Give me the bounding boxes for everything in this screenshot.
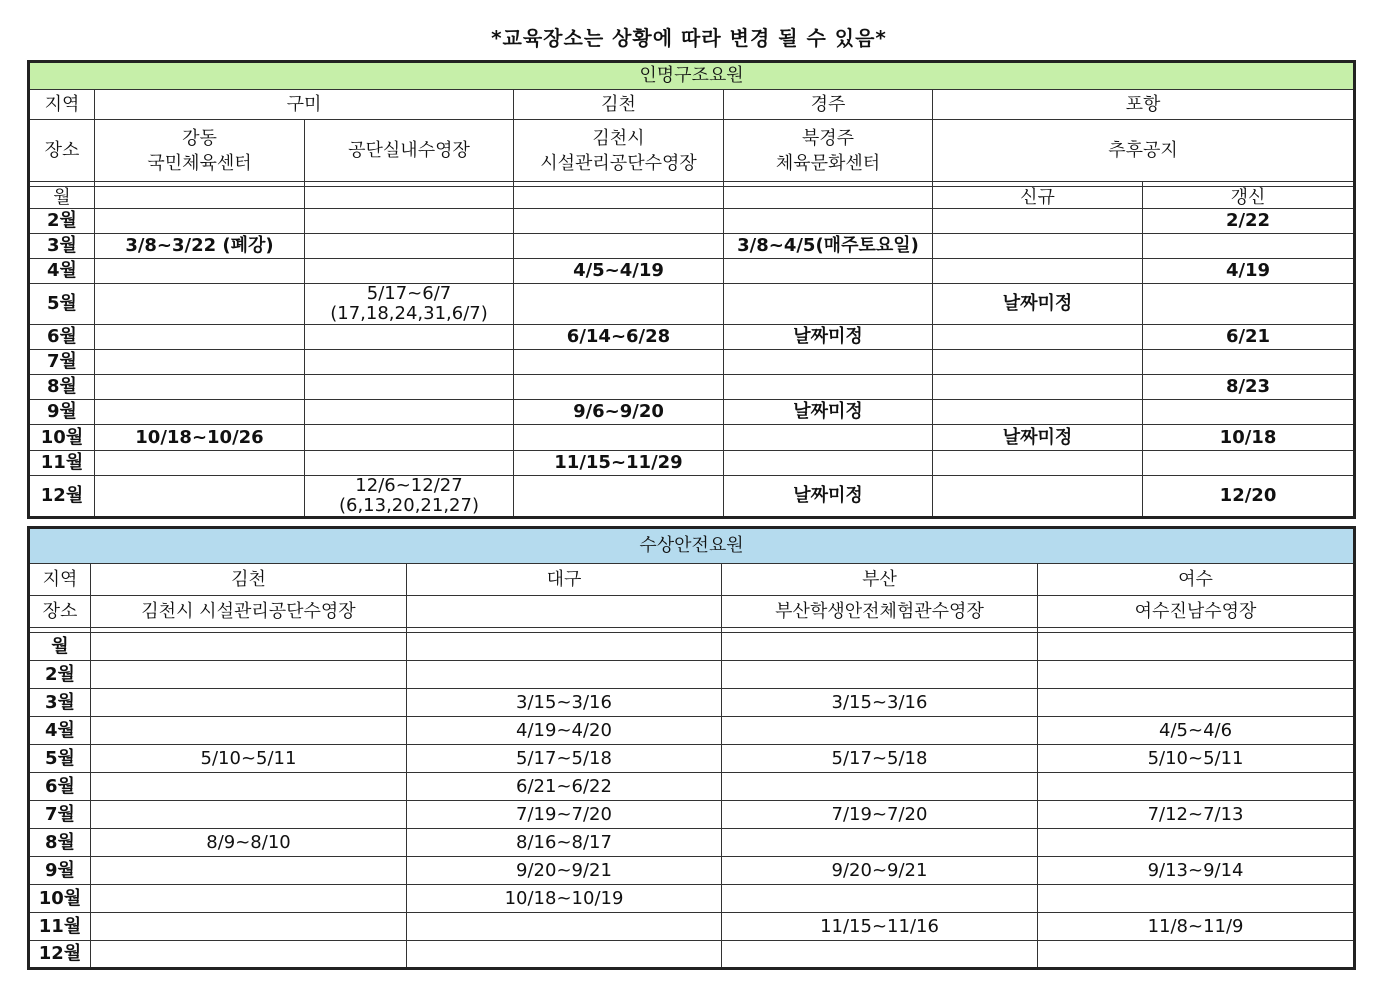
schedule-cell <box>514 209 724 234</box>
schedule-cell <box>933 476 1143 518</box>
region-gimcheon: 김천 <box>514 90 724 120</box>
place-label: 장소 <box>29 120 95 182</box>
schedule-cell: 8/9~8/10 <box>91 829 407 857</box>
schedule-cell: 4/19~4/20 <box>407 717 722 745</box>
place-gimcheon: 김천시 시설관리공단수영장 <box>91 596 407 628</box>
schedule-cell <box>95 325 305 350</box>
schedule-cell <box>1143 350 1355 375</box>
region-daegu: 대구 <box>407 564 722 596</box>
month-cell: 5월 <box>29 745 91 773</box>
schedule-cell <box>933 400 1143 425</box>
schedule-cell: 5/17~6/7 (17,18,24,31,6/7) <box>305 284 514 325</box>
schedule-cell <box>722 885 1038 913</box>
schedule-cell <box>91 689 407 717</box>
schedule-cell <box>933 209 1143 234</box>
schedule-cell <box>91 913 407 941</box>
month-cell: 9월 <box>29 400 95 425</box>
schedule-cell <box>305 234 514 259</box>
schedule-cell: 날짜미정 <box>724 400 933 425</box>
month-cell: 6월 <box>29 773 91 801</box>
month-cell: 4월 <box>29 717 91 745</box>
schedule-cell <box>305 325 514 350</box>
schedule-cell <box>1143 451 1355 476</box>
month-cell: 3월 <box>29 234 95 259</box>
water-safety-title: 수상안전요원 <box>29 528 1355 564</box>
schedule-cell: 6/21 <box>1143 325 1355 350</box>
table-row <box>29 717 1355 745</box>
schedule-cell <box>95 375 305 400</box>
schedule-cell: 10/18 <box>1143 425 1355 451</box>
schedule-cell <box>91 801 407 829</box>
schedule-cell <box>407 913 722 941</box>
schedule-cell: 4/5~4/19 <box>514 259 724 284</box>
month-label: 월 <box>29 633 91 661</box>
schedule-cell <box>305 375 514 400</box>
month-cell: 5월 <box>29 284 95 325</box>
table-row <box>29 325 1355 350</box>
region-gyeongju: 경주 <box>724 90 933 120</box>
month-cell: 7월 <box>29 350 95 375</box>
schedule-cell: 10/18~10/26 <box>95 425 305 451</box>
schedule-cell <box>91 661 407 689</box>
place-pohang: 추후공지 <box>933 120 1355 182</box>
month-cell: 10월 <box>29 885 91 913</box>
schedule-cell: 8/23 <box>1143 375 1355 400</box>
month-cell: 12월 <box>29 941 91 969</box>
schedule-cell <box>407 661 722 689</box>
month-cell: 3월 <box>29 689 91 717</box>
schedule-cell: 7/19~7/20 <box>407 801 722 829</box>
month-cell: 2월 <box>29 661 91 689</box>
schedule-cell <box>95 451 305 476</box>
region-yeosu: 여수 <box>1038 564 1355 596</box>
schedule-cell <box>933 375 1143 400</box>
schedule-cell <box>1143 400 1355 425</box>
schedule-cell <box>91 941 407 969</box>
month-cell: 8월 <box>29 829 91 857</box>
table-row <box>29 234 1355 259</box>
schedule-cell <box>305 451 514 476</box>
pohang-new-label: 신규 <box>933 187 1143 209</box>
month-cell: 7월 <box>29 801 91 829</box>
schedule-cell <box>1038 885 1355 913</box>
region-busan: 부산 <box>722 564 1038 596</box>
place-gumi-2: 공단실내수영장 <box>305 120 514 182</box>
schedule-cell: 11/15~11/29 <box>514 451 724 476</box>
schedule-cell <box>95 476 305 518</box>
schedule-cell <box>95 400 305 425</box>
schedule-cell <box>722 829 1038 857</box>
place-label: 장소 <box>29 596 91 628</box>
schedule-cell <box>933 234 1143 259</box>
month-cell: 4월 <box>29 259 95 284</box>
table-row <box>29 476 1355 518</box>
schedule-cell: 날짜미정 <box>933 284 1143 325</box>
schedule-cell <box>724 425 933 451</box>
table-row <box>29 745 1355 773</box>
schedule-cell <box>933 325 1143 350</box>
schedule-cell <box>1143 234 1355 259</box>
schedule-cell <box>724 284 933 325</box>
place-yeosu: 여수진남수영장 <box>1038 596 1355 628</box>
schedule-cell <box>95 259 305 284</box>
table-row <box>29 773 1355 801</box>
schedule-cell: 7/12~7/13 <box>1038 801 1355 829</box>
notice-text: *교육장소는 상황에 따라 변경 될 수 있음* <box>491 26 887 50</box>
schedule-cell: 9/20~9/21 <box>722 857 1038 885</box>
table-row <box>29 829 1355 857</box>
schedule-cell <box>514 425 724 451</box>
table-row <box>29 801 1355 829</box>
month-cell: 12월 <box>29 476 95 518</box>
schedule-cell <box>724 259 933 284</box>
table-row <box>29 913 1355 941</box>
table-row <box>29 209 1355 234</box>
schedule-cell: 3/15~3/16 <box>407 689 722 717</box>
place-gimcheon: 김천시 시설관리공단수영장 <box>514 120 724 182</box>
schedule-cell: 6/21~6/22 <box>407 773 722 801</box>
table-row <box>29 284 1355 325</box>
schedule-cell <box>91 885 407 913</box>
schedule-cell <box>95 209 305 234</box>
schedule-cell: 6/14~6/28 <box>514 325 724 350</box>
schedule-cell <box>724 375 933 400</box>
schedule-cell: 5/10~5/11 <box>91 745 407 773</box>
schedule-cell <box>1038 773 1355 801</box>
schedule-cell: 9/6~9/20 <box>514 400 724 425</box>
schedule-cell: 2/22 <box>1143 209 1355 234</box>
schedule-cell <box>91 773 407 801</box>
schedule-cell: 4/5~4/6 <box>1038 717 1355 745</box>
schedule-cell: 5/17~5/18 <box>407 745 722 773</box>
water-safety-schedule-table <box>27 526 1356 970</box>
schedule-cell: 3/8~4/5(매주토요일) <box>724 234 933 259</box>
region-label: 지역 <box>29 90 95 120</box>
region-pohang: 포항 <box>933 90 1355 120</box>
table-row <box>29 375 1355 400</box>
schedule-cell <box>724 350 933 375</box>
schedule-cell <box>514 350 724 375</box>
table-row <box>29 451 1355 476</box>
schedule-cell <box>407 941 722 969</box>
month-label: 월 <box>29 187 95 209</box>
schedule-cell: 3/8~3/22 (폐강) <box>95 234 305 259</box>
month-cell: 6월 <box>29 325 95 350</box>
month-cell: 11월 <box>29 451 95 476</box>
schedule-cell: 8/16~8/17 <box>407 829 722 857</box>
schedule-cell: 5/17~5/18 <box>722 745 1038 773</box>
schedule-cell: 11/15~11/16 <box>722 913 1038 941</box>
table-row <box>29 941 1355 969</box>
lifeguard-schedule-table <box>27 60 1356 519</box>
table-row <box>29 885 1355 913</box>
schedule-cell <box>514 375 724 400</box>
month-cell: 11월 <box>29 913 91 941</box>
place-busan: 부산학생안전체험관수영장 <box>722 596 1038 628</box>
table-row <box>29 857 1355 885</box>
schedule-cell <box>305 350 514 375</box>
place-gumi-1: 강동 국민체육센터 <box>95 120 305 182</box>
schedule-cell: 12/6~12/27 (6,13,20,21,27) <box>305 476 514 518</box>
schedule-cell <box>724 451 933 476</box>
pohang-renew-label: 갱신 <box>1143 187 1355 209</box>
place-gyeongju: 북경주 체육문화센터 <box>724 120 933 182</box>
table-row <box>29 661 1355 689</box>
schedule-cell <box>933 259 1143 284</box>
schedule-cell <box>933 451 1143 476</box>
region-gimcheon: 김천 <box>91 564 407 596</box>
schedule-cell: 3/15~3/16 <box>722 689 1038 717</box>
schedule-cell <box>91 857 407 885</box>
schedule-cell: 4/19 <box>1143 259 1355 284</box>
schedule-cell: 9/20~9/21 <box>407 857 722 885</box>
schedule-cell <box>91 717 407 745</box>
schedule-cell: 날짜미정 <box>724 325 933 350</box>
schedule-cell <box>722 661 1038 689</box>
schedule-cell <box>722 773 1038 801</box>
table-row <box>29 350 1355 375</box>
schedule-cell <box>305 425 514 451</box>
month-cell: 10월 <box>29 425 95 451</box>
region-label: 지역 <box>29 564 91 596</box>
schedule-cell: 9/13~9/14 <box>1038 857 1355 885</box>
schedule-cell <box>1038 661 1355 689</box>
schedule-cell <box>1038 829 1355 857</box>
schedule-cell <box>305 209 514 234</box>
schedule-cell <box>1038 941 1355 969</box>
schedule-cell <box>724 209 933 234</box>
table-row <box>29 259 1355 284</box>
schedule-cell <box>514 234 724 259</box>
schedule-cell <box>95 350 305 375</box>
table-row <box>29 400 1355 425</box>
region-gumi: 구미 <box>95 90 514 120</box>
schedule-cell: 12/20 <box>1143 476 1355 518</box>
schedule-cell <box>95 284 305 325</box>
schedule-cell <box>514 284 724 325</box>
schedule-cell <box>305 400 514 425</box>
schedule-cell <box>722 717 1038 745</box>
schedule-cell <box>514 476 724 518</box>
place-daegu <box>407 596 722 628</box>
schedule-cell: 5/10~5/11 <box>1038 745 1355 773</box>
schedule-cell: 7/19~7/20 <box>722 801 1038 829</box>
table-row <box>29 425 1355 451</box>
month-cell: 8월 <box>29 375 95 400</box>
month-cell: 2월 <box>29 209 95 234</box>
schedule-cell <box>933 350 1143 375</box>
schedule-cell: 10/18~10/19 <box>407 885 722 913</box>
schedule-cell <box>1038 689 1355 717</box>
schedule-cell: 11/8~11/9 <box>1038 913 1355 941</box>
schedule-cell <box>305 259 514 284</box>
schedule-cell: 날짜미정 <box>724 476 933 518</box>
schedule-cell <box>1143 284 1355 325</box>
table-row <box>29 689 1355 717</box>
schedule-cell <box>722 941 1038 969</box>
month-cell: 9월 <box>29 857 91 885</box>
schedule-cell: 날짜미정 <box>933 425 1143 451</box>
lifeguard-title: 인명구조요원 <box>29 62 1355 90</box>
